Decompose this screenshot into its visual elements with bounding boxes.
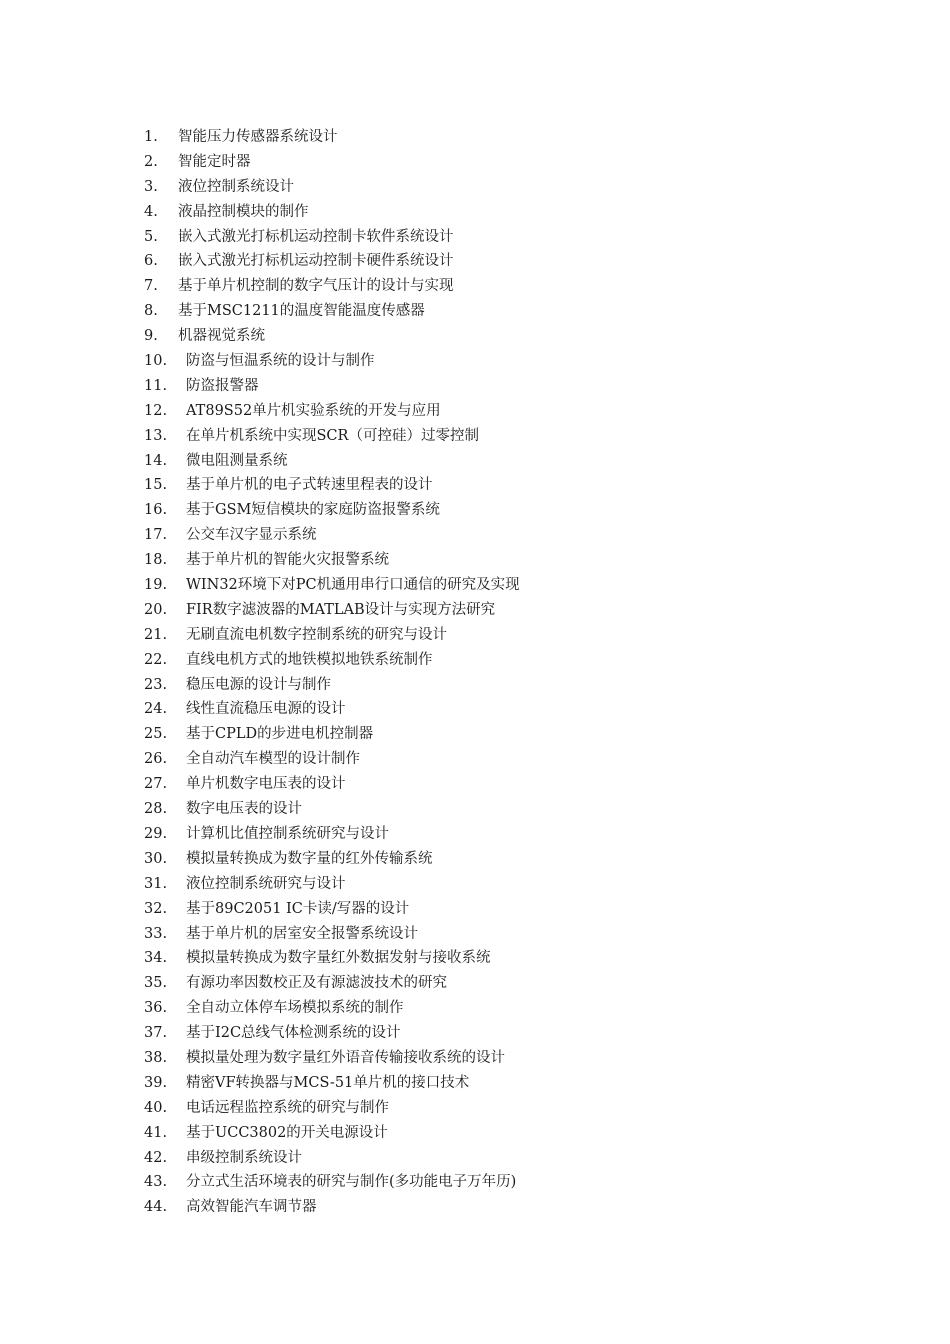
item-title: 全自动汽车模型的设计制作 <box>186 751 360 768</box>
item-title: 基于GSM短信模块的家庭防盗报警系统 <box>186 502 440 519</box>
item-title: 单片机数字电压表的设计 <box>186 776 346 793</box>
item-title: 电话远程监控系统的研究与制作 <box>186 1099 389 1116</box>
list-item <box>144 1146 520 1171</box>
item-number: 24. <box>144 701 168 718</box>
item-title: 基于单片机的电子式转速里程表的设计 <box>186 477 433 494</box>
list-item <box>144 150 520 175</box>
item-title: 机器视觉系统 <box>178 328 265 345</box>
item-title: 微电阻测量系统 <box>186 452 288 469</box>
item-number: 31. <box>144 875 168 892</box>
list-item <box>144 374 520 399</box>
item-number: 42. <box>144 1149 168 1166</box>
item-number: 7. <box>144 278 158 295</box>
item-number: 44. <box>144 1199 168 1216</box>
list-item <box>144 946 520 971</box>
item-title: 防盗与恒温系统的设计与制作 <box>186 353 375 370</box>
item-number: 19. <box>144 577 168 594</box>
item-title: 串级控制系统设计 <box>186 1149 302 1166</box>
item-title: 直线电机方式的地铁模拟地铁系统制作 <box>186 651 433 668</box>
item-number: 4. <box>144 203 158 220</box>
item-number: 13. <box>144 427 168 444</box>
list-item <box>144 847 520 872</box>
item-title: 模拟量处理为数字量红外语音传输接收系统的设计 <box>186 1049 505 1066</box>
item-title: 有源功率因数校正及有源滤波技术的研究 <box>186 975 447 992</box>
item-number: 25. <box>144 726 168 743</box>
item-title: 防盗报警器 <box>186 377 259 394</box>
item-number: 17. <box>144 527 168 544</box>
item-number: 1. <box>144 129 158 145</box>
item-number: 28. <box>144 801 168 818</box>
item-number: 12. <box>144 402 168 419</box>
item-title: 计算机比值控制系统研究与设计 <box>186 825 389 842</box>
list-item <box>144 1096 520 1121</box>
item-number: 22. <box>144 651 168 668</box>
item-number: 38. <box>144 1049 168 1066</box>
list-item <box>144 1071 520 1096</box>
list-item <box>144 249 520 274</box>
item-title: FIR数字滤波器的MATLAB设计与实现方法研究 <box>186 601 496 618</box>
list-item <box>144 623 520 648</box>
item-number: 23. <box>144 676 168 693</box>
list-item <box>144 1195 520 1220</box>
list-item <box>144 996 520 1021</box>
item-number: 21. <box>144 626 168 643</box>
item-title: 在单片机系统中实现SCR（可控硅）过零控制 <box>186 427 479 444</box>
item-number: 39. <box>144 1074 168 1091</box>
item-title: 基于UCC3802的开关电源设计 <box>186 1124 388 1141</box>
list-item <box>144 424 520 449</box>
list-item <box>144 598 520 623</box>
item-title: 基于单片机的智能火灾报警系统 <box>186 552 389 569</box>
item-title: 高效智能汽车调节器 <box>186 1199 317 1216</box>
list-item <box>144 697 520 722</box>
list-item <box>144 822 520 847</box>
list-item <box>144 523 520 548</box>
item-title: 基于89C2051 IC卡读/写器的设计 <box>186 900 410 917</box>
list-item <box>144 772 520 797</box>
list-item <box>144 399 520 424</box>
item-number: 15. <box>144 477 168 494</box>
item-number: 18. <box>144 552 168 569</box>
item-number: 3. <box>144 178 158 195</box>
item-number: 11. <box>144 377 168 394</box>
item-title: 基于I2C总线气体检测系统的设计 <box>186 1025 401 1042</box>
topic-list <box>144 125 520 1220</box>
list-item <box>144 722 520 747</box>
item-number: 36. <box>144 1000 168 1017</box>
list-item <box>144 1170 520 1195</box>
item-title: 无刷直流电机数字控制系统的研究与设计 <box>186 626 447 643</box>
list-item <box>144 324 520 349</box>
list-item <box>144 1021 520 1046</box>
item-number: 6. <box>144 253 158 270</box>
item-number: 2. <box>144 153 158 170</box>
list-item <box>144 274 520 299</box>
list-item <box>144 648 520 673</box>
item-title: 稳压电源的设计与制作 <box>186 676 331 693</box>
list-item <box>144 1046 520 1071</box>
list-item <box>144 747 520 772</box>
item-number: 26. <box>144 751 168 768</box>
list-item <box>144 449 520 474</box>
item-number: 14. <box>144 452 168 469</box>
item-title: 基于单片机的居室安全报警系统设计 <box>186 925 418 942</box>
item-number: 34. <box>144 950 168 967</box>
item-title: 模拟量转换成为数字量的红外传输系统 <box>186 850 433 867</box>
item-title: WIN32环境下对PC机通用串行口通信的研究及实现 <box>186 577 520 594</box>
item-title: 基于MSC1211的温度智能温度传感器 <box>178 303 425 320</box>
list-item <box>144 797 520 822</box>
item-title: 线性直流稳压电源的设计 <box>186 701 346 718</box>
list-item <box>144 971 520 996</box>
list-item <box>144 573 520 598</box>
item-title: 嵌入式激光打标机运动控制卡硬件系统设计 <box>178 253 454 270</box>
list-item <box>144 175 520 200</box>
item-title: 智能压力传感器系统设计 <box>178 129 338 145</box>
item-title: 液位控制系统研究与设计 <box>186 875 346 892</box>
item-number: 43. <box>144 1174 168 1191</box>
item-number: 8. <box>144 303 158 320</box>
item-number: 41. <box>144 1124 168 1141</box>
item-title: 精密VF转换器与MCS-51单片机的接口技术 <box>186 1074 470 1091</box>
list-item <box>144 125 520 150</box>
item-title: 数字电压表的设计 <box>186 801 302 818</box>
item-number: 29. <box>144 825 168 842</box>
item-number: 5. <box>144 228 158 245</box>
list-item <box>144 498 520 523</box>
item-title: 模拟量转换成为数字量红外数据发射与接收系统 <box>186 950 491 967</box>
list-item <box>144 548 520 573</box>
list-item <box>144 225 520 250</box>
item-title: 全自动立体停车场模拟系统的制作 <box>186 1000 404 1017</box>
item-title: 液晶控制模块的制作 <box>178 203 309 220</box>
item-title: 分立式生活环境表的研究与制作(多功能电子万年历) <box>186 1174 517 1191</box>
list-item <box>144 897 520 922</box>
item-number: 35. <box>144 975 168 992</box>
item-number: 32. <box>144 900 168 917</box>
item-number: 16. <box>144 502 168 519</box>
list-item <box>144 1121 520 1146</box>
item-number: 33. <box>144 925 168 942</box>
list-item <box>144 349 520 374</box>
item-title: 智能定时器 <box>178 153 251 170</box>
item-number: 20. <box>144 601 168 618</box>
item-title: 嵌入式激光打标机运动控制卡软件系统设计 <box>178 228 454 245</box>
item-number: 40. <box>144 1099 168 1116</box>
list-item <box>144 473 520 498</box>
item-title: AT89S52单片机实验系统的开发与应用 <box>186 402 441 419</box>
list-item <box>144 200 520 225</box>
item-title: 液位控制系统设计 <box>178 178 294 195</box>
item-number: 9. <box>144 328 158 345</box>
item-title: 基于单片机控制的数字气压计的设计与实现 <box>178 278 454 295</box>
item-number: 30. <box>144 850 168 867</box>
list-item <box>144 673 520 698</box>
list-item <box>144 922 520 947</box>
item-title: 公交车汉字显示系统 <box>186 527 317 544</box>
item-number: 37. <box>144 1025 168 1042</box>
list-item <box>144 872 520 897</box>
item-title: 基于CPLD的步进电机控制器 <box>186 726 374 743</box>
item-number: 27. <box>144 776 168 793</box>
list-item <box>144 299 520 324</box>
item-number: 10. <box>144 353 168 370</box>
